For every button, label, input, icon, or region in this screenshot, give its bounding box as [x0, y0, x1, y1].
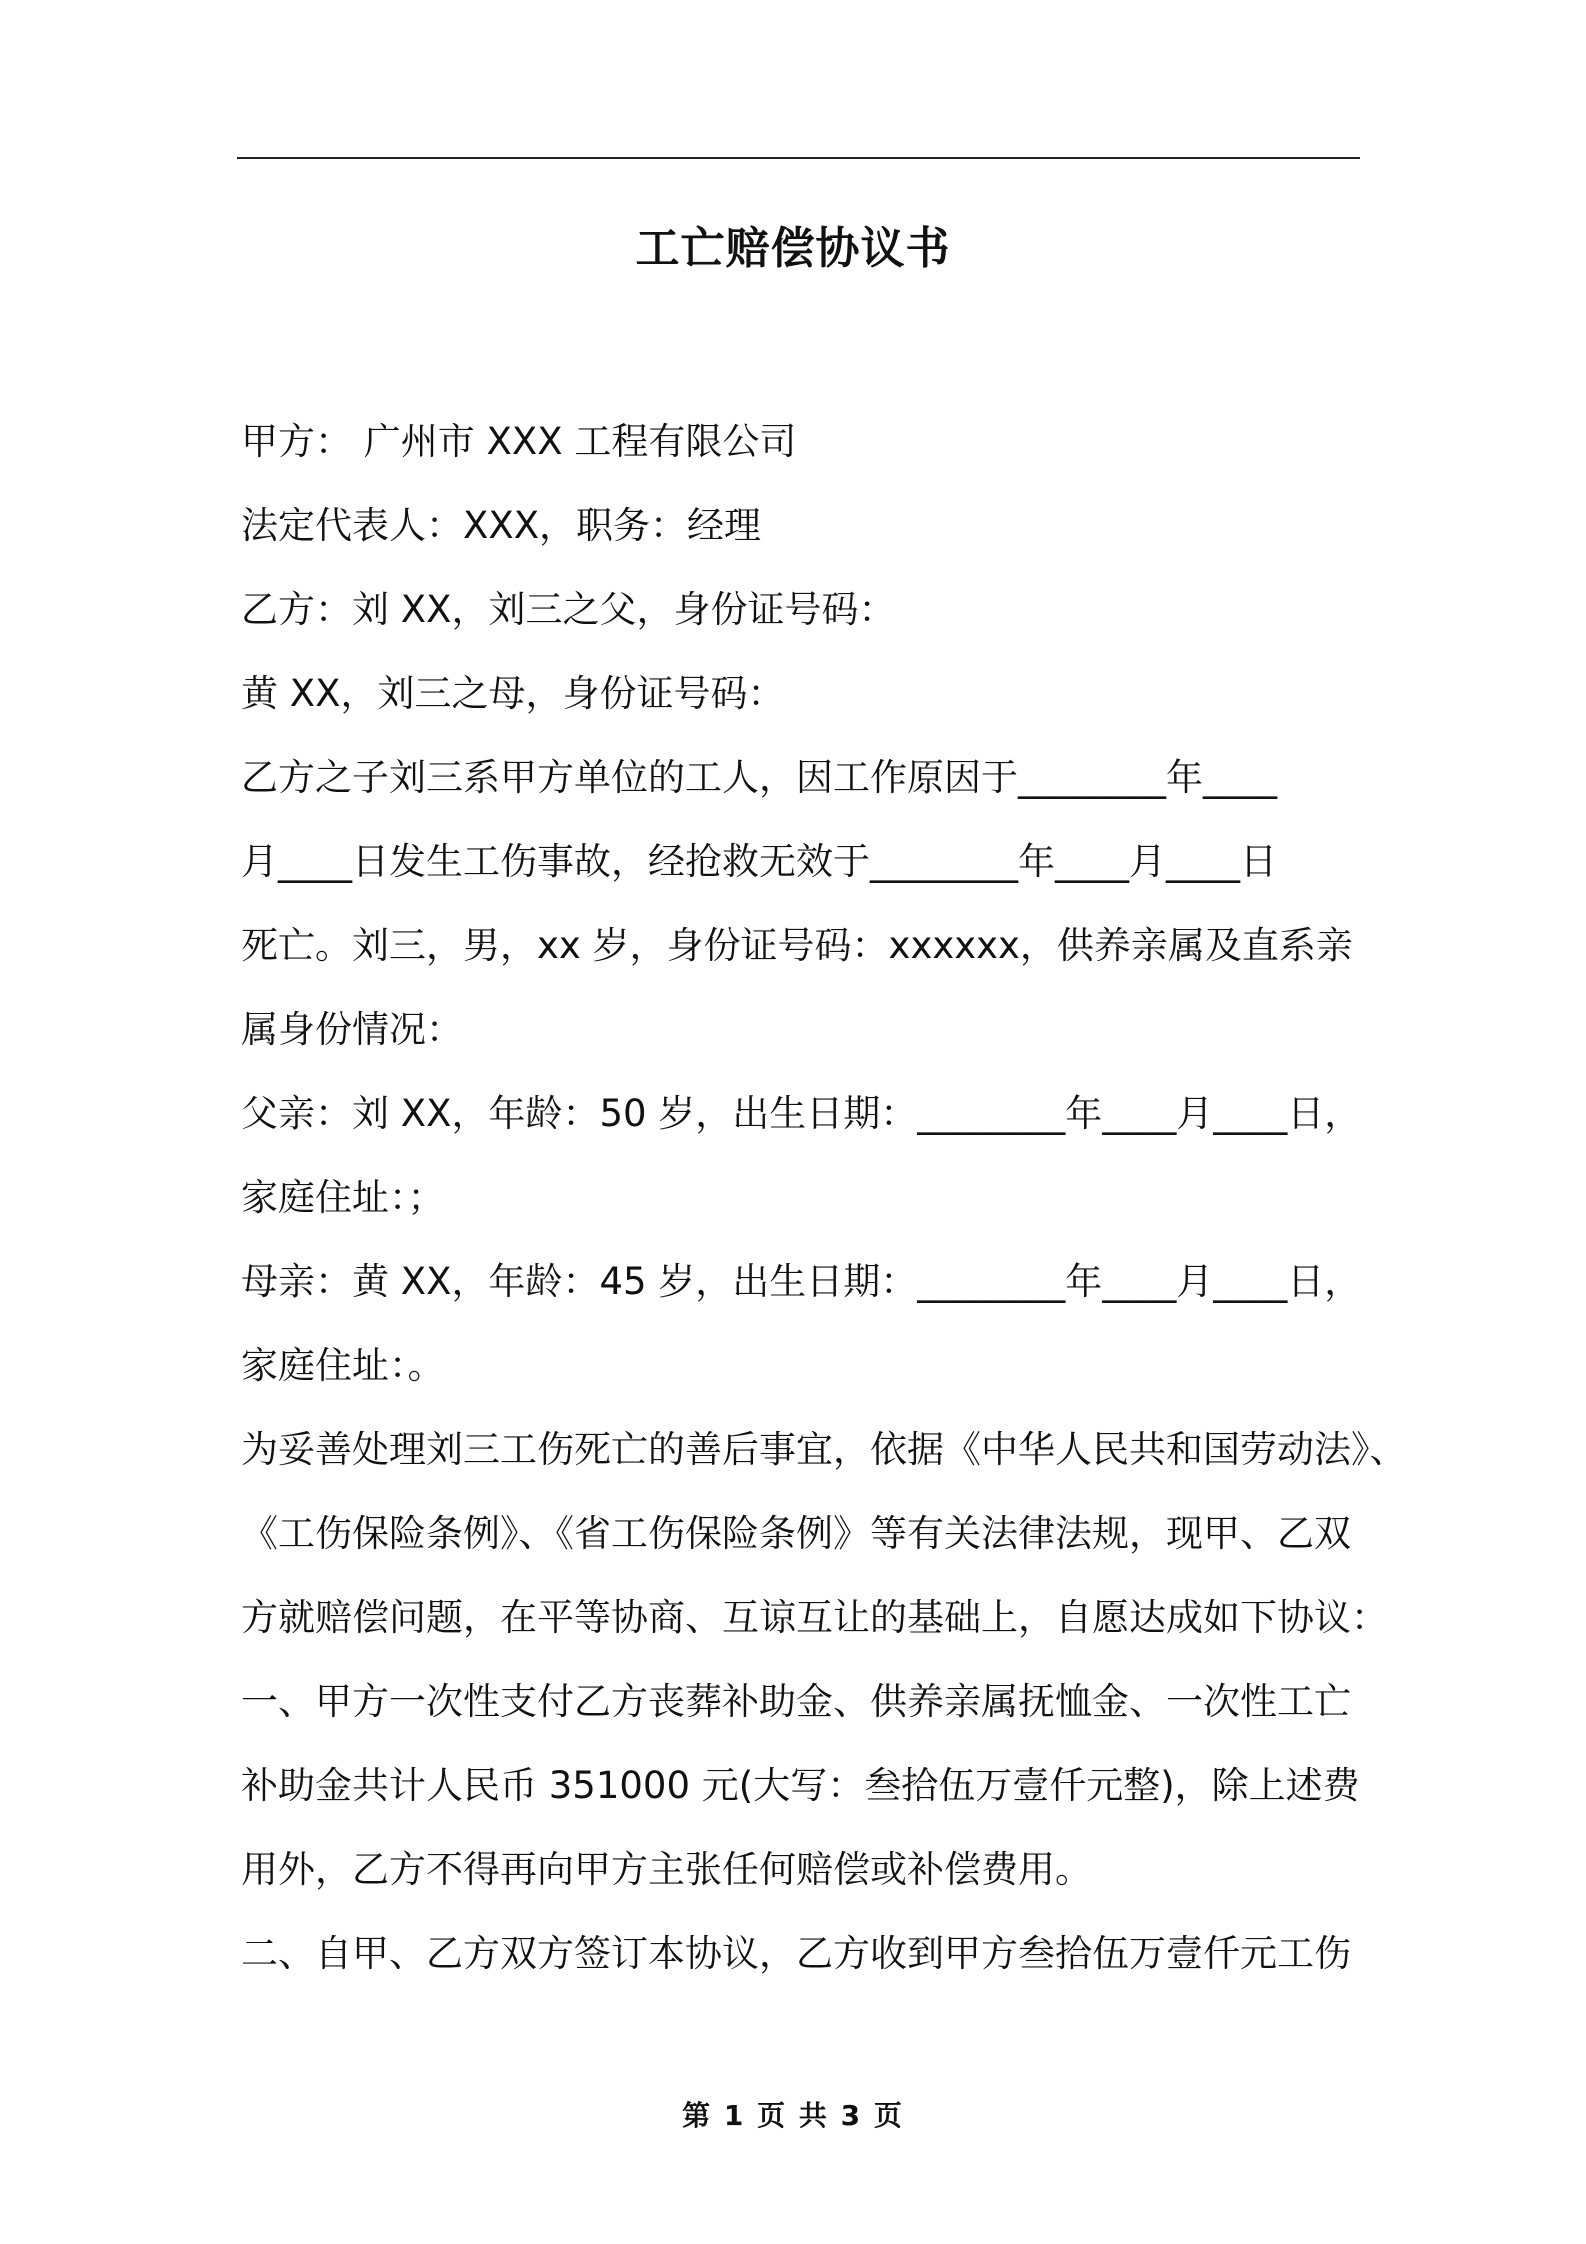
paragraph-line: 《工伤保险条例》、《省工伤保险条例》等有关法律法规，现甲、乙双 [241, 1512, 1351, 1555]
clause-line: 二、自甲、乙方双方签订本协议，乙方收到甲方叁拾伍万壹仟元工伤 [241, 1932, 1351, 1975]
page-number-footer: 第 1 页 共 3 页 [682, 2099, 904, 2132]
father-address-line: 家庭住址：； [241, 1176, 445, 1219]
clause-line: 用外，乙方不得再向甲方主张任何赔偿或补偿费用。 [241, 1848, 1092, 1891]
mother-info-line: 母亲：黄 XX，年龄：45 岁，出生日期：________年____月____日， [241, 1260, 1362, 1303]
clause-line: 补助金共计人民币 351000 元(大写：叁拾伍万壹仟元整)，除上述费 [241, 1764, 1360, 1807]
paragraph-line: 属身份情况： [241, 1008, 463, 1051]
party-b-mother-line: 黄 XX，刘三之母，身份证号码： [241, 672, 785, 715]
document-body [241, 400, 1407, 1996]
mother-address-line: 家庭住址：。 [241, 1344, 445, 1387]
party-b-father-line: 乙方：刘 XX，刘三之父，身份证号码： [241, 588, 896, 631]
paragraph-line: 死亡。刘三，男，xx 岁，身份证号码：xxxxxx，供养亲属及直系亲 [241, 924, 1353, 967]
father-info-line: 父亲：刘 XX，年龄：50 岁，出生日期：________年____月____日， [241, 1092, 1362, 1135]
legal-representative-line: 法定代表人：XXX，职务：经理 [241, 504, 762, 547]
party-a-line: 甲方： 广州市 XXX 工程有限公司 [241, 420, 797, 463]
clause-line: 一、甲方一次性支付乙方丧葬补助金、供养亲属抚恤金、一次性工亡 [241, 1680, 1351, 1723]
document-title: 工亡赔偿协议书 [635, 223, 951, 274]
paragraph-line: 方就赔偿问题，在平等协商、互谅互让的基础上，自愿达成如下协议： [241, 1596, 1388, 1639]
paragraph-line: 月____日发生工伤事故，经抢救无效于________年____月____日 [241, 840, 1277, 883]
paragraph-line: 为妥善处理刘三工伤死亡的善后事宜，依据《中华人民共和国劳动法》、 [241, 1428, 1407, 1471]
paragraph-line: 乙方之子刘三系甲方单位的工人，因工作原因于________年____ [241, 756, 1277, 799]
header-rule [237, 157, 1360, 159]
